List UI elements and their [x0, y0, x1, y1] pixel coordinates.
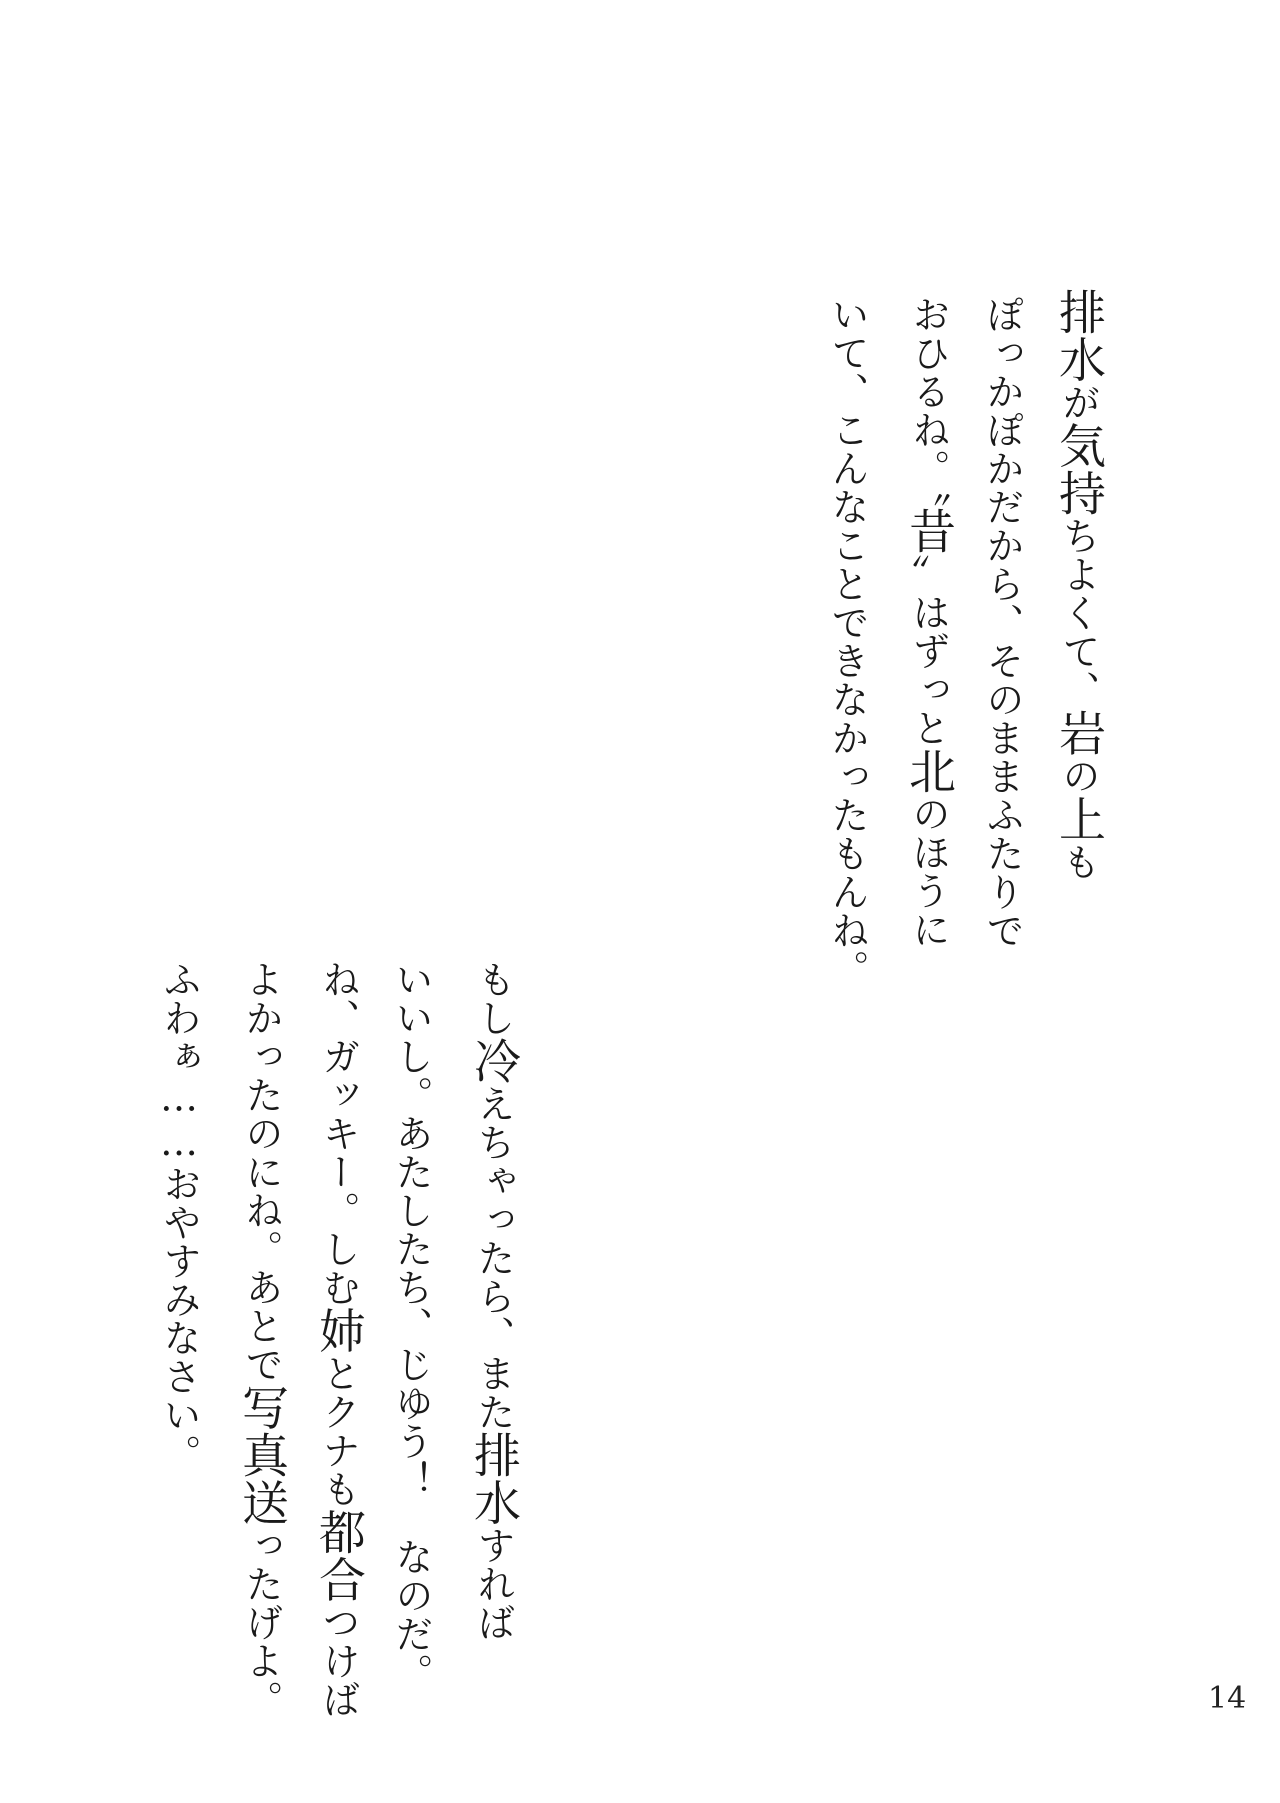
text-segment: 冷	[466, 1037, 521, 1085]
text-segment: 都合	[311, 1508, 366, 1603]
text-segment: ね、ガッキー。しむ	[316, 960, 360, 1307]
block-2-line-4	[234, 960, 289, 1719]
text-segment: いて、こんなことできなかったもんね。	[825, 295, 869, 988]
text-segment: 写真送	[234, 1383, 289, 1526]
text-segment: の	[1056, 756, 1100, 795]
block-2-line-1	[466, 960, 521, 1642]
text-segment: が	[1056, 383, 1100, 422]
text-segment: いいし。あたしたち、じゆう！ なのだ。	[389, 960, 433, 1692]
text-segment: えちゃったら、また	[471, 1084, 515, 1431]
text-segment: 上	[1051, 795, 1106, 843]
text-segment: つけば	[316, 1603, 360, 1719]
text-segment: 北	[901, 747, 956, 795]
text-segment: 昔	[901, 507, 956, 555]
page-number: 14	[1208, 1681, 1247, 1716]
text-segment: とクナも	[316, 1354, 360, 1508]
text-segment: ちよくて、	[1056, 516, 1100, 709]
text-segment: ったげよ。	[239, 1526, 283, 1719]
block-1-line-4	[825, 295, 869, 988]
text-segment: 排水	[1051, 288, 1106, 383]
text-segment: もし	[471, 960, 515, 1037]
text-segment: 〟はずっと	[906, 554, 950, 747]
block-2-line-3	[311, 960, 366, 1719]
text-segment: 気持	[1051, 421, 1106, 517]
text-segment: ふわぁ……おやすみなさい。	[157, 960, 201, 1473]
block-1-line-1	[1051, 288, 1106, 881]
block-2-line-2	[389, 960, 433, 1692]
text-segment: ぽっかぽかだから、そのままふたりで	[980, 295, 1024, 950]
text-segment: 排水	[466, 1431, 521, 1526]
text-segment: も	[1056, 842, 1100, 881]
text-segment: 姉	[311, 1306, 366, 1354]
text-segment: すれば	[471, 1526, 515, 1642]
block-1-line-3	[901, 295, 956, 949]
block-2-line-5	[157, 960, 201, 1473]
text-segment: のほうに	[906, 794, 950, 949]
text-segment: おひるね。〝	[906, 295, 950, 507]
text-segment: よかったのにね。あとで	[239, 960, 283, 1384]
text-segment: 岩	[1051, 709, 1106, 757]
block-1-line-2	[980, 295, 1024, 950]
